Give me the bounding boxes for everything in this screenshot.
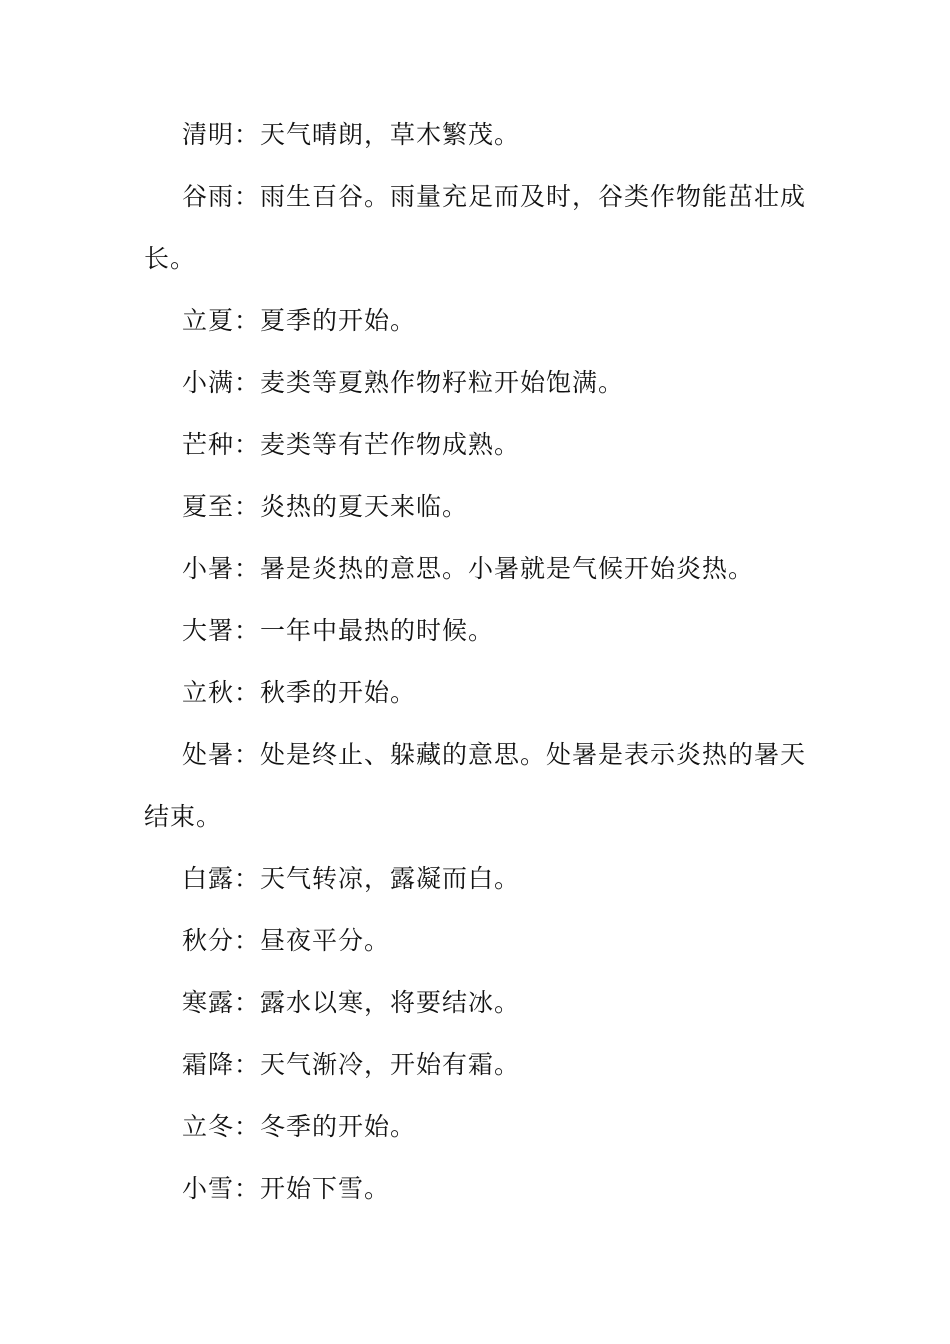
paragraph-guyu: 谷雨：雨生百谷。雨量充足而及时，谷类作物能茁壮成长。 <box>144 182 807 273</box>
paragraph-dashu: 大署：一年中最热的时候。 <box>182 616 495 645</box>
document-body <box>144 104 806 1220</box>
paragraph-mangzhong: 芒种：麦类等有芒作物成熟。 <box>182 430 521 459</box>
paragraph-liqiu: 立秋：秋季的开始。 <box>182 678 417 707</box>
paragraph-shuangjiang: 霜降：天气渐冷，开始有霜。 <box>182 1050 521 1079</box>
paragraph-xiaoman: 小满：麦类等夏熟作物籽粒开始饱满。 <box>182 368 625 397</box>
paragraph-lixia: 立夏：夏季的开始。 <box>182 306 417 335</box>
paragraph-xiazhi: 夏至：炎热的夏天来临。 <box>182 492 469 521</box>
paragraph-xiaoxue: 小雪：开始下雪。 <box>182 1174 391 1203</box>
paragraph-qingming: 清明：天气晴朗，草木繁茂。 <box>182 120 521 149</box>
paragraph-lidong: 立冬：冬季的开始。 <box>182 1112 417 1141</box>
paragraph-bailu: 白露：天气转凉，露凝而白。 <box>182 864 521 893</box>
paragraph-hanlu: 寒露：露水以寒，将要结冰。 <box>182 988 521 1017</box>
paragraph-chushu: 处暑：处是终止、躲藏的意思。处暑是表示炎热的暑天结束。 <box>144 740 807 831</box>
paragraph-qiufen: 秋分：昼夜平分。 <box>182 926 391 955</box>
paragraph-xiaoshu: 小暑：暑是炎热的意思。小暑就是气候开始炎热。 <box>182 554 755 583</box>
